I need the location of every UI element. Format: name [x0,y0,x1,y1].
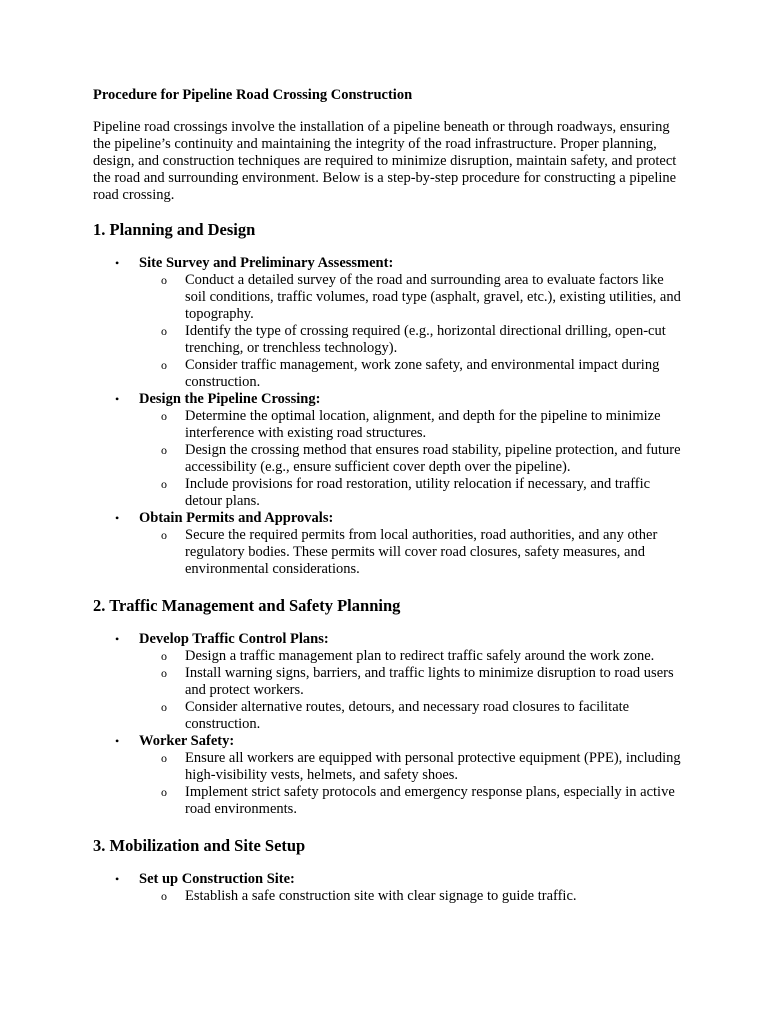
bullet-item [93,871,685,905]
sub-list [139,750,685,818]
sub-item [139,323,685,357]
sub-list [139,648,685,733]
bullet-list [93,631,685,818]
sub-marker: o [161,751,167,765]
sub-list [139,272,685,391]
section-heading: 2. Traffic Management and Safety Planning [93,596,401,615]
sub-marker: o [161,889,167,903]
sub-marker: o [161,409,167,423]
sub-item-text: Install warning signs, barriers, and traffic lights to minimize disruption to road users and protect workers. [185,665,674,698]
sub-marker: o [161,273,167,287]
section-3 [93,836,685,905]
sub-item-text: Design the crossing method that ensures road stability, pipeline protection, and future accessibility (e.g., ensure sufficient cover depth over the pipeline). [185,442,681,475]
document-page [93,87,685,923]
sub-item-text: Design a traffic management plan to redirect traffic safely around the work zone. [185,648,655,664]
sub-item-text: Implement strict safety protocols and emergency response plans, especially in active road environments. [185,784,675,817]
bullet-item [93,391,685,510]
sub-item [139,272,685,323]
sub-marker: o [161,443,167,457]
bullet-item [93,255,685,391]
sub-marker: o [161,666,167,680]
sub-marker: o [161,358,167,372]
bullet-label: Set up Construction Site: [139,871,295,887]
bullet-item [93,733,685,818]
sub-item-text: Ensure all workers are equipped with personal protective equipment (PPE), including high-visibility vests, helmets, and safety shoes. [185,750,681,783]
intro-paragraph: Pipeline road crossings involve the installation of a pipeline beneath or through roadways, ensuring the pipeline’s continuity and maintaining the integrity of the road infrastructure. Proper planning, design, and construction techniques are required to minimize disruption, maintain safety, and protect the road and surrounding environment. Below is a step-by-step procedure for constructing a pipeline road crossing. [93,119,677,203]
sub-item [139,442,685,476]
bullet-marker: • [115,392,120,406]
sub-list [139,408,685,510]
bullet-marker: • [115,872,120,886]
sub-list [139,527,685,578]
sub-marker: o [161,649,167,663]
sub-item [139,648,685,665]
sub-item [139,888,685,905]
section-1 [93,220,685,578]
sub-item [139,476,685,510]
sub-item [139,699,685,733]
sub-item [139,527,685,578]
section-heading: 1. Planning and Design [93,220,256,239]
section-2 [93,596,685,818]
sub-item [139,408,685,442]
bullet-list [93,871,685,905]
sub-marker: o [161,477,167,491]
bullet-label: Obtain Permits and Approvals: [139,510,334,526]
sub-item-text: Consider traffic management, work zone safety, and environmental impact during construction. [185,357,660,390]
document-title: Procedure for Pipeline Road Crossing Construction [93,87,413,103]
sub-marker: o [161,785,167,799]
section-heading: 3. Mobilization and Site Setup [93,836,306,855]
sub-item [139,750,685,784]
sub-item-text: Include provisions for road restoration, utility relocation if necessary, and traffic detour plans. [185,476,651,509]
bullet-item [93,510,685,578]
bullet-label: Develop Traffic Control Plans: [139,631,329,647]
bullet-label: Worker Safety: [139,733,235,749]
bullet-label: Design the Pipeline Crossing: [139,391,321,407]
bullet-label: Site Survey and Preliminary Assessment: [139,255,394,271]
sub-item [139,784,685,818]
sub-item-text: Conduct a detailed survey of the road and surrounding area to evaluate factors like soil conditions, traffic volumes, road type (asphalt, gravel, etc.), existing utilities, and topography. [185,272,681,322]
sub-item-text: Establish a safe construction site with clear signage to guide traffic. [185,888,577,904]
sub-item [139,357,685,391]
sections-container [93,220,685,905]
bullet-marker: • [115,734,120,748]
sub-item-text: Consider alternative routes, detours, and necessary road closures to facilitate construction. [185,699,630,732]
bullet-marker: • [115,632,120,646]
sub-item-text: Secure the required permits from local authorities, road authorities, and any other regulatory bodies. These permits will cover road closures, safety measures, and environmental considerations. [185,527,658,577]
sub-item-text: Identify the type of crossing required (e.g., horizontal directional drilling, open-cut trenching, or trenchless technology). [185,323,666,356]
sub-marker: o [161,700,167,714]
sub-item-text: Determine the optimal location, alignment, and depth for the pipeline to minimize interference with existing road structures. [185,408,661,441]
bullet-list [93,255,685,578]
sub-marker: o [161,528,167,542]
bullet-marker: • [115,511,120,525]
sub-marker: o [161,324,167,338]
sub-item [139,665,685,699]
bullet-item [93,631,685,733]
sub-list [139,888,685,905]
bullet-marker: • [115,256,120,270]
